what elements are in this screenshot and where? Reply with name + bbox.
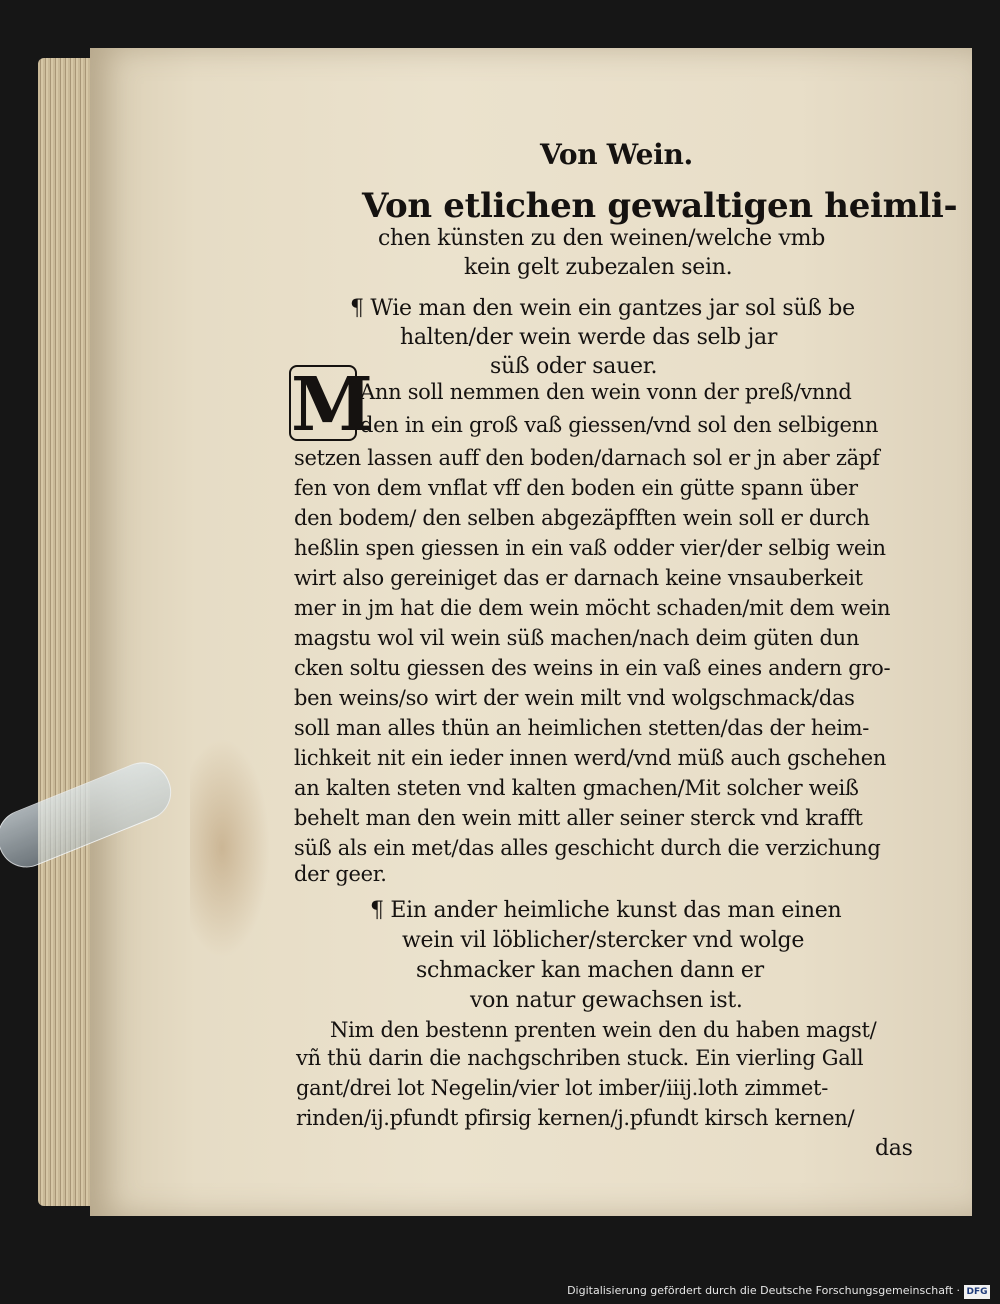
water-stain <box>190 738 270 958</box>
section2-heading-line-4: von natur gewachsen ist. <box>470 988 743 1013</box>
body-line: magstu wol vil wein süß machen/nach deim güten dun <box>294 626 860 650</box>
section2-heading-line-1: ¶ Ein ander heimliche kunst das man einen <box>370 898 842 923</box>
catchword: das <box>875 1136 913 1161</box>
body-line: an kalten steten vnd kalten gmachen/Mit solcher weiß <box>294 776 859 800</box>
body-line: Nim den bestenn prenten wein den du haben magst/ <box>330 1018 877 1042</box>
body-line: mer in jm hat die dem wein möcht schaden/mit dem wein <box>294 596 891 620</box>
body-line: behelt man den wein mitt aller seiner sterck vnd krafft <box>294 806 863 830</box>
body-line: vñ thü darin die nachgschriben stuck. Ein vierling Gall <box>296 1046 864 1070</box>
title-line-3: kein gelt zubezalen sein. <box>464 255 733 280</box>
title-line-1: Von etlichen gewaltigen heimli- <box>362 186 958 226</box>
body-line: Ann soll nemmen den wein vonn der preß/vnnd <box>360 380 852 404</box>
body-line: heßlin spen giessen in ein vaß odder vier/der selbig wein <box>294 536 886 560</box>
body-line: der geer. <box>294 862 387 886</box>
section1-heading-line-2: halten/der wein werde das selb jar <box>400 325 778 350</box>
body-line: soll man alles thün an heimlichen stetten/das der heim- <box>294 716 870 740</box>
book-page-edges <box>38 58 98 1206</box>
dfg-logo: DFG <box>964 1285 990 1299</box>
digitization-credit: Digitalisierung gefördert durch die Deutsche Forschungsgemeinschaft · <box>567 1284 960 1297</box>
body-line: fen von dem vnflat vff den boden ein gütte spann über <box>294 476 858 500</box>
body-line: cken soltu giessen des weins in ein vaß eines andern gro- <box>294 656 891 680</box>
body-line: ben weins/so wirt der wein milt vnd wolgschmack/das <box>294 686 855 710</box>
title-line-2: chen künsten zu den weinen/welche vmb <box>378 226 825 251</box>
section1-heading-line-3: süß oder sauer. <box>490 354 658 379</box>
decorated-initial: M <box>291 362 373 448</box>
body-line: rinden/ij.pfundt pfirsig kernen/j.pfundt kirsch kernen/ <box>296 1106 855 1130</box>
section1-heading-line-1: ¶ Wie man den wein ein gantzes jar sol süß be <box>350 296 855 321</box>
body-line: setzen lassen auff den boden/darnach sol er jn aber zäpf <box>294 446 880 470</box>
body-line: gant/drei lot Negelin/vier lot imber/iiij.loth zimmet- <box>296 1076 828 1100</box>
running-title: Von Wein. <box>540 138 693 171</box>
section2-heading-line-3: schmacker kan machen dann er <box>416 958 764 983</box>
body-line: wirt also gereiniget das er darnach keine vnsauberkeit <box>294 566 863 590</box>
body-line: lichkeit nit ein ieder innen werd/vnd müß auch gschehen <box>294 746 887 770</box>
body-line: den in ein groß vaß giessen/vnd sol den selbigenn <box>360 413 879 437</box>
body-line: den bodem/ den selben abgezäpfften wein soll er durch <box>294 506 870 530</box>
body-line: süß als ein met/das alles geschicht durch die verzichung <box>294 836 881 860</box>
section2-heading-line-2: wein vil löblicher/stercker vnd wolge <box>402 928 805 953</box>
